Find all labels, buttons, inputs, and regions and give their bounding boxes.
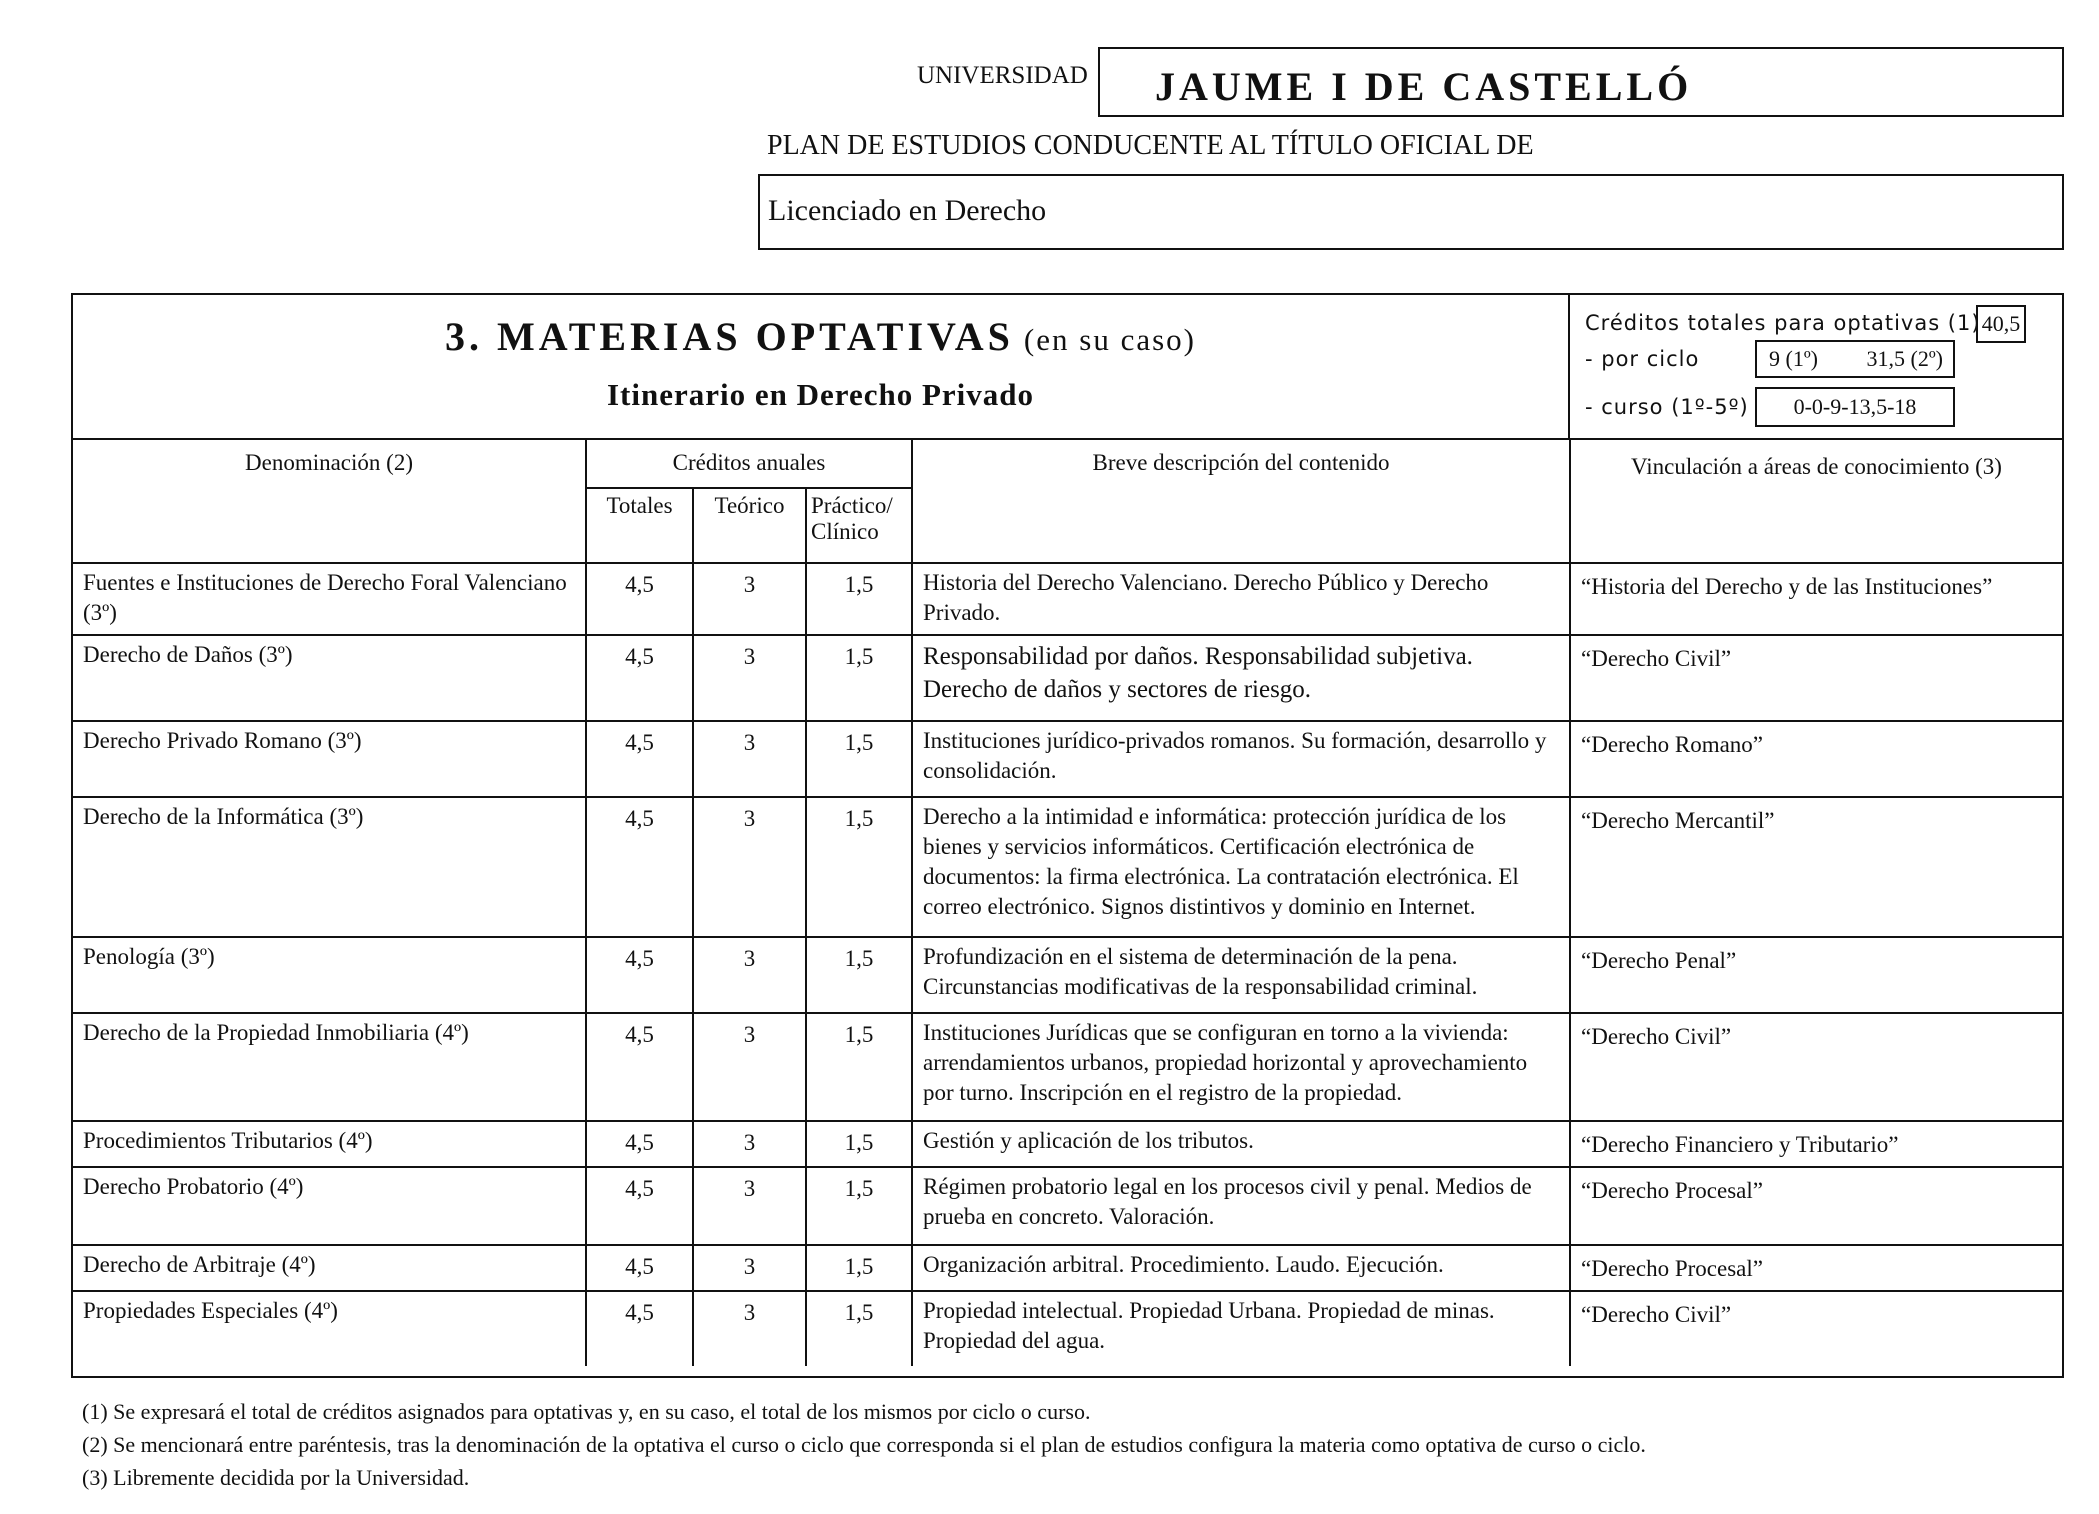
plan-label: PLAN DE ESTUDIOS CONDUCENTE AL TÍTULO OFICIAL DE	[767, 130, 1534, 161]
credits-practico: 1,5	[806, 1291, 912, 1366]
table-row	[73, 1291, 2062, 1366]
credits-teorico: 3	[693, 1121, 806, 1167]
subject-name: Derecho de la Propiedad Inmobiliaria (4º)	[73, 1013, 586, 1121]
subject-area: “Derecho Penal”	[1570, 937, 2062, 1013]
subject-description: Responsabilidad por daños. Responsabilidad subjetiva. Derecho de daños y sectores de riesgo.	[912, 635, 1570, 721]
footnote-3: (3) Libremente decidida por la Universidad.	[82, 1465, 470, 1490]
table-row	[73, 937, 2062, 1013]
credits-totales: 4,5	[586, 635, 693, 721]
credits-teorico: 3	[693, 1291, 806, 1366]
credits-practico: 1,5	[806, 721, 912, 797]
section-title-note: (en su caso)	[1023, 322, 1196, 357]
curso-label: - curso (1º-5º)	[1585, 395, 1749, 419]
credits-teorico: 3	[693, 1245, 806, 1291]
subject-name: Procedimientos Tributarios (4º)	[73, 1121, 586, 1167]
subject-area: “Derecho Civil”	[1570, 1013, 2062, 1121]
credits-teorico: 3	[693, 635, 806, 721]
credits-totales: 4,5	[586, 1245, 693, 1291]
footnote-2: (2) Se mencionará entre paréntesis, tras la denominación de la optativa el curso o ciclo que corresponda si el plan de estudios configura la materia como optativa de curso o ciclo.	[82, 1432, 1646, 1457]
header-vinculacion: Vinculación a áreas de conocimiento (3)	[1570, 438, 2062, 563]
subject-name: Derecho de Daños (3º)	[73, 635, 586, 721]
table-row	[73, 797, 2062, 937]
subject-area: “Derecho Procesal”	[1570, 1245, 2062, 1291]
credits-practico: 1,5	[806, 1013, 912, 1121]
header-totales: Totales	[586, 488, 693, 563]
header-denominacion: Denominación (2)	[73, 438, 586, 563]
credits-teorico: 3	[693, 563, 806, 635]
table-row	[73, 1121, 2062, 1167]
section-header	[73, 295, 2062, 440]
por-ciclo-box	[1755, 340, 1955, 378]
subject-description: Propiedad intelectual. Propiedad Urbana. Propiedad de minas. Propiedad del agua.	[912, 1291, 1570, 1366]
subject-area: “Derecho Financiero y Tributario”	[1570, 1121, 2062, 1167]
footnotes	[82, 1395, 1646, 1494]
table-row	[73, 563, 2062, 635]
credits-total-value: 40,5	[1976, 305, 2026, 343]
subject-description: Derecho a la intimidad e informática: protección jurídica de los bienes y servicios informáticos. Certificación electrónica de documentos: la firma electrónica. La contratación electrónica. El correo electrónico. Signos distintivos y dominio en Internet.	[912, 797, 1570, 937]
subject-description: Régimen probatorio legal en los procesos civil y penal. Medios de prueba en concreto. Valoración.	[912, 1167, 1570, 1245]
credits-practico: 1,5	[806, 937, 912, 1013]
degree-title-box	[758, 174, 2064, 250]
credits-totales: 4,5	[586, 721, 693, 797]
credits-totales: 4,5	[586, 1291, 693, 1366]
table-row	[73, 635, 2062, 721]
subjects-table	[73, 438, 2062, 1366]
credits-practico: 1,5	[806, 1167, 912, 1245]
subject-name: Penología (3º)	[73, 937, 586, 1013]
subject-description: Instituciones Jurídicas que se configuran en torno a la vivienda: arrendamientos urbanos, propiedad horizontal y aprovechamiento por turno. Inscripción en el registro de la propiedad.	[912, 1013, 1570, 1121]
credits-teorico: 3	[693, 1167, 806, 1245]
degree-title: Licenciado en Derecho	[768, 194, 1047, 227]
university-name: JAUME I DE CASTELLÓ	[1155, 64, 1693, 109]
credits-practico: 1,5	[806, 1121, 912, 1167]
credits-total-label: Créditos totales para optativas (1)	[1585, 311, 1981, 335]
por-ciclo-first: 9 (1º)	[1769, 346, 1818, 371]
section-subtitle: Itinerario en Derecho Privado	[606, 377, 1035, 412]
header-creditos-anuales: Créditos anuales	[586, 438, 912, 488]
header-teorico: Teórico	[693, 488, 806, 563]
credits-teorico: 3	[693, 797, 806, 937]
subject-name: Derecho Probatorio (4º)	[73, 1167, 586, 1245]
table-row	[73, 1167, 2062, 1245]
subject-area: “Derecho Civil”	[1570, 1291, 2062, 1366]
subject-area: “Historia del Derecho y de las Instituciones”	[1570, 563, 2062, 635]
credits-practico: 1,5	[806, 563, 912, 635]
credits-totales: 4,5	[586, 797, 693, 937]
credits-totales: 4,5	[586, 1167, 693, 1245]
credits-teorico: 3	[693, 937, 806, 1013]
credits-practico: 1,5	[806, 1245, 912, 1291]
table-row	[73, 721, 2062, 797]
subject-area: “Derecho Mercantil”	[1570, 797, 2062, 937]
university-box	[1098, 47, 2064, 117]
credits-teorico: 3	[693, 721, 806, 797]
credits-totales: 4,5	[586, 1121, 693, 1167]
optional-subjects-form	[71, 293, 2064, 1378]
subject-name: Derecho de Arbitraje (4º)	[73, 1245, 586, 1291]
credits-practico: 1,5	[806, 635, 912, 721]
subject-name: Derecho de la Informática (3º)	[73, 797, 586, 937]
header-descripcion: Breve descripción del contenido	[912, 438, 1570, 563]
credits-summary	[1570, 295, 2062, 438]
subject-description: Instituciones jurídico-privados romanos. Su formación, desarrollo y consolidación.	[912, 721, 1570, 797]
footnote-1: (1) Se expresará el total de créditos asignados para optativas y, en su caso, el total de los mismos por ciclo o curso.	[82, 1399, 1091, 1424]
subject-name: Derecho Privado Romano (3º)	[73, 721, 586, 797]
subject-description: Historia del Derecho Valenciano. Derecho Público y Derecho Privado.	[912, 563, 1570, 635]
subject-name: Propiedades Especiales (4º)	[73, 1291, 586, 1366]
subject-description: Profundización en el sistema de determinación de la pena. Circunstancias modificativas de la responsabilidad criminal.	[912, 937, 1570, 1013]
por-ciclo-second: 31,5 (2º)	[1866, 346, 1943, 371]
credits-totales: 4,5	[586, 937, 693, 1013]
curso-value: 0-0-9-13,5-18	[1755, 387, 1955, 427]
section-title	[73, 313, 1568, 360]
table-row	[73, 1245, 2062, 1291]
section-title-area	[73, 295, 1570, 438]
section-title-text: 3. MATERIAS OPTATIVAS	[445, 314, 1014, 359]
subject-area: “Derecho Procesal”	[1570, 1167, 2062, 1245]
subject-description: Gestión y aplicación de los tributos.	[912, 1121, 1570, 1167]
credits-totales: 4,5	[586, 563, 693, 635]
table-row	[73, 1013, 2062, 1121]
subject-area: “Derecho Civil”	[1570, 635, 2062, 721]
credits-practico: 1,5	[806, 797, 912, 937]
credits-totales: 4,5	[586, 1013, 693, 1121]
subject-area: “Derecho Romano”	[1570, 721, 2062, 797]
subject-name: Fuentes e Instituciones de Derecho Foral Valenciano (3º)	[73, 563, 586, 635]
header-practico: Práctico/ Clínico	[806, 488, 912, 563]
subject-description: Organización arbitral. Procedimiento. Laudo. Ejecución.	[912, 1245, 1570, 1291]
por-ciclo-label: - por ciclo	[1585, 347, 1700, 371]
credits-teorico: 3	[693, 1013, 806, 1121]
university-label: UNIVERSIDAD	[917, 62, 1088, 89]
